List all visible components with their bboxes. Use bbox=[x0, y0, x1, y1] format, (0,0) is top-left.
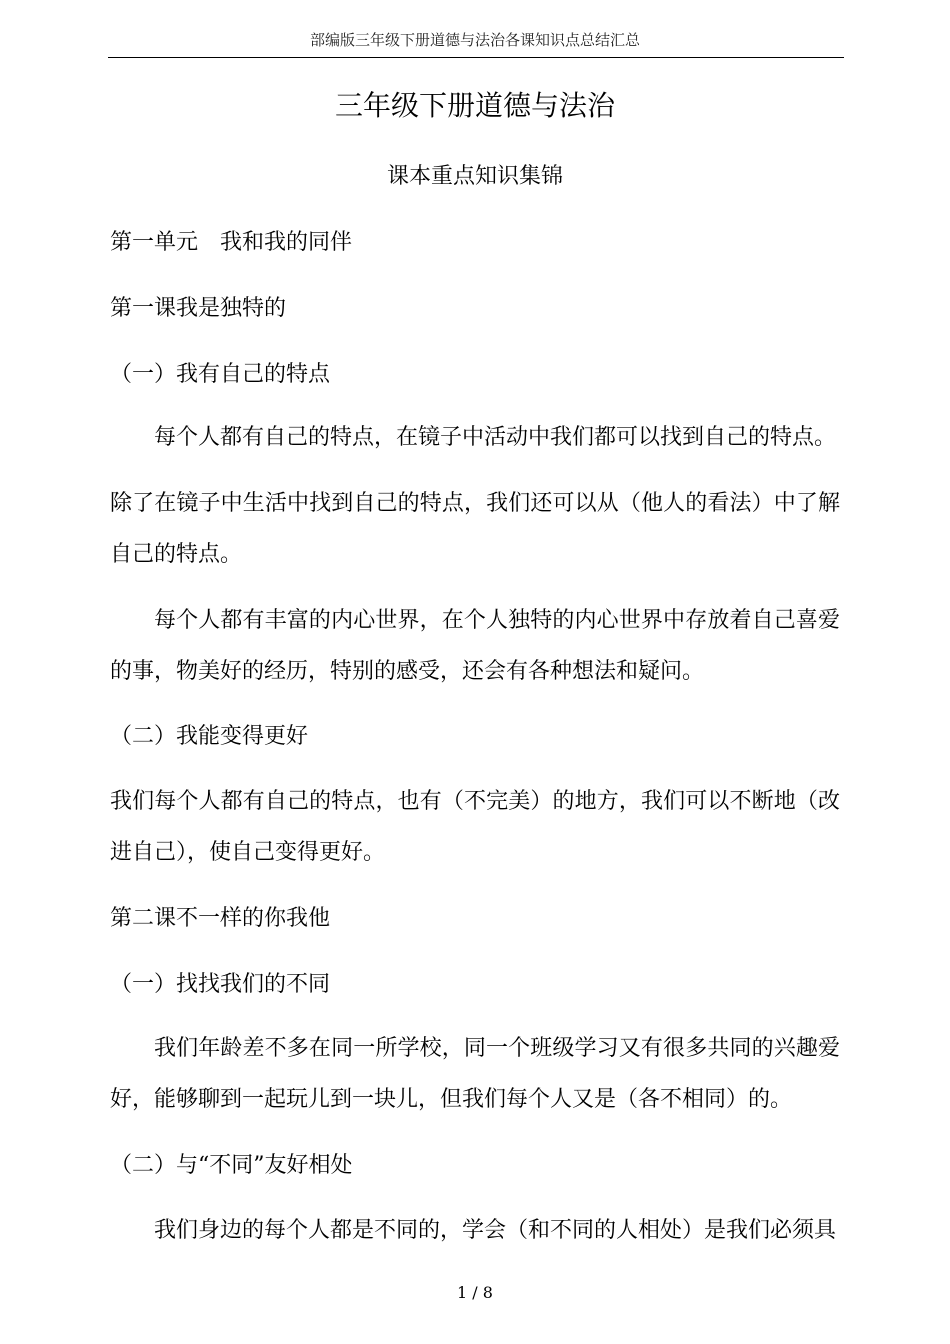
unit-heading: 第一单元 我和我的同伴 bbox=[110, 230, 353, 255]
lesson-heading: 第一课我是独特的 bbox=[110, 296, 287, 321]
section-heading: （二）与“不同”友好相处 bbox=[110, 1153, 353, 1178]
header-divider bbox=[108, 57, 844, 58]
section-heading: （一）找找我们的不同 bbox=[110, 972, 331, 997]
paragraph: 除了在镜子中生活中找到自己的特点，我们还可以从（他人的看法）中了解自己的特点。 bbox=[110, 491, 840, 567]
paragraph: 每个人都有自己的特点，在镜子中活动中我们都可以找到自己的特点。 bbox=[154, 425, 837, 450]
paragraph: 我们年龄差不多在同一所学校，同一个班级学习又有很多共同的兴趣爱好，能够聊到一起玩儿到一块儿，但我们每个人又是（各不相同）的。 bbox=[110, 1036, 840, 1112]
page-number: 1 / 8 bbox=[457, 1283, 493, 1302]
document-subtitle: 课本重点知识集锦 bbox=[386, 164, 563, 189]
paragraph: 每个人都有丰富的内心世界，在个人独特的内心世界中存放着自己喜爱的事，物美好的经历，特别的感受，还会有各种想法和疑问。 bbox=[110, 608, 840, 684]
running-header: 部编版三年级下册道德与法治各课知识点总结汇总 bbox=[309, 31, 640, 49]
paragraph: 我们每个人都有自己的特点，也有（不完美）的地方，我们可以不断地（改进自己），使自己变得更好。 bbox=[110, 789, 840, 865]
section-heading: （一）我有自己的特点 bbox=[110, 362, 331, 387]
document-title: 三年级下册道德与法治 bbox=[334, 89, 615, 122]
section-heading: （二）我能变得更好 bbox=[110, 724, 309, 749]
lesson-heading: 第二课不一样的你我他 bbox=[110, 906, 331, 931]
paragraph: 我们身边的每个人都是不同的，学会（和不同的人相处）是我们必须具 bbox=[154, 1218, 837, 1243]
